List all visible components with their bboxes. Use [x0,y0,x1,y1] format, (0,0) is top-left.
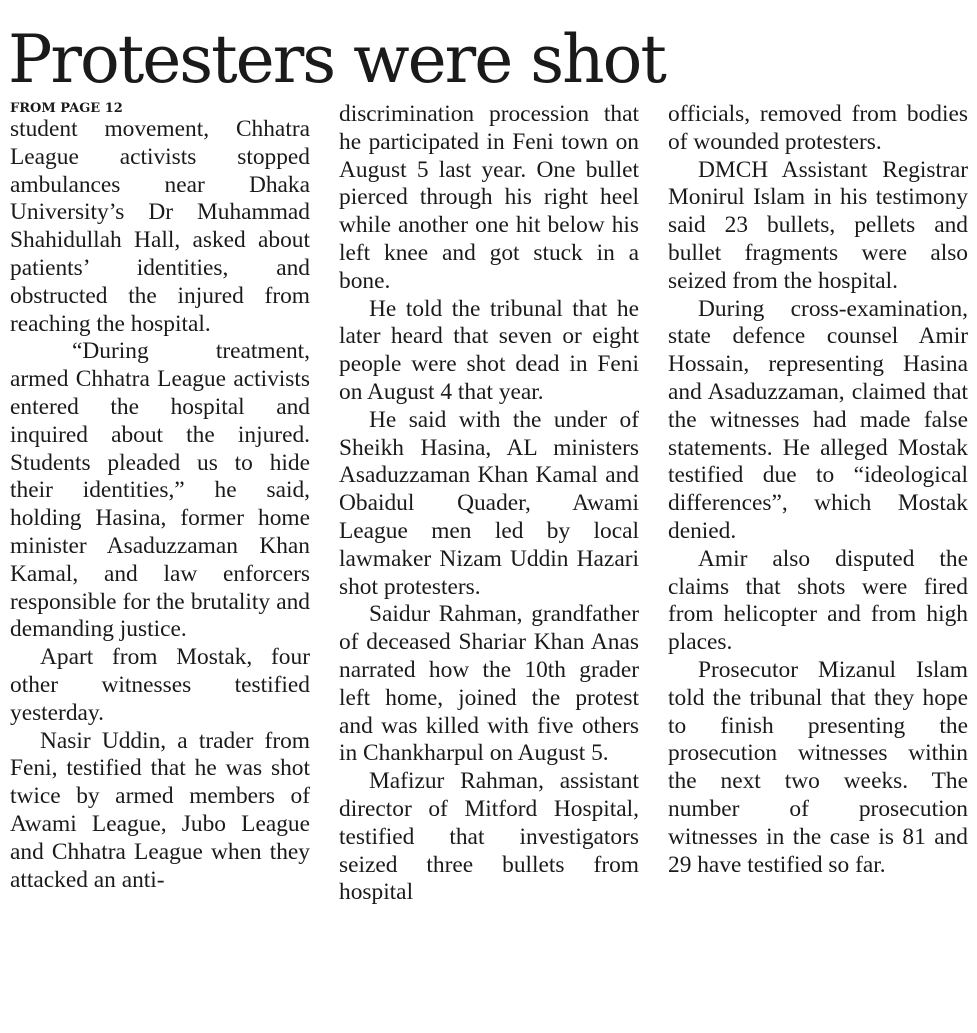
article-column-3 [668,101,968,1031]
paragraph: DMCH Assistant Registrar Monirul Islam in his testimony said 23 bullets, pellets and bullet fragments were also seized from the hospital. [668,156,968,294]
jump-line: FROM PAGE 12 [10,101,123,116]
paragraph: Prosecutor Mizanul Islam told the tribunal that they hope to finish presenting the prosecution witnesses within the next two weeks. The number of prosecution witnesses in the case is 81 and 29 have testified so far. [668,656,968,878]
paragraph: Amir also disputed the claims that shots were fired from helicopter and from high places. [668,545,968,656]
paragraph: Nasir Uddin, a trader from Feni, testified that he was shot twice by armed members of Awami League, Jubo League and Chhatra League when they attacked an anti- [10,727,310,893]
paragraph: discrimination procession that he participated in Feni town on August 5 last year. One bullet pierced through his right heel while another one hit below his left knee and got stuck in a bone. [339,101,639,294]
paragraph: “During treatment, armed Chhatra League activists entered the hospital and inquired about the injured. Students pleaded us to hide their identities,” he said, holding Hasina, former home minister Asaduzzaman Khan Kamal, and law enforcers responsible for the brutality and demanding justice. [10,338,310,643]
paragraph: He told the tribunal that he later heard that seven or eight people were shot dead in Feni on August 4 that year. [339,295,639,405]
paragraph: student movement, Chhatra League activists stopped ambulances near Dhaka University’s Dr Muhammad Shahidullah Hall, asked about patients’ identities, and obstructed the injured from reaching the hospital. [10,116,310,337]
paragraph: Saidur Rahman, grandfather of deceased Shariar Khan Anas narrated how the 10th grader left home, joined the protest and was killed with five others in Chankharpul on August 5. [339,601,639,767]
paragraph: He said with the under of Sheikh Hasina, AL ministers Asaduzzaman Khan Kamal and Obaidul Quader, Awami League men led by local lawmaker Nizam Uddin Hazari shot protesters. [339,406,639,600]
paragraph: Mafizur Rahman, assistant director of Mitford Hospital, testified that investigators seized three bullets from hospital [339,768,639,906]
headline: Protesters were shot [8,21,665,98]
article-column-1 [10,100,310,1030]
paragraph: During cross-examination, state defence counsel Amir Hossain, representing Hasina and Asaduzzaman, claimed that the witnesses had made false statements. He alleged Mostak testified due to “ideological differences”, which Mostak denied. [668,295,968,544]
paragraph: officials, removed from bodies of wounded protesters. [668,101,968,155]
article-column-2 [339,101,639,1031]
paragraph: Apart from Mostak, four other witnesses testified yesterday. [10,644,310,726]
